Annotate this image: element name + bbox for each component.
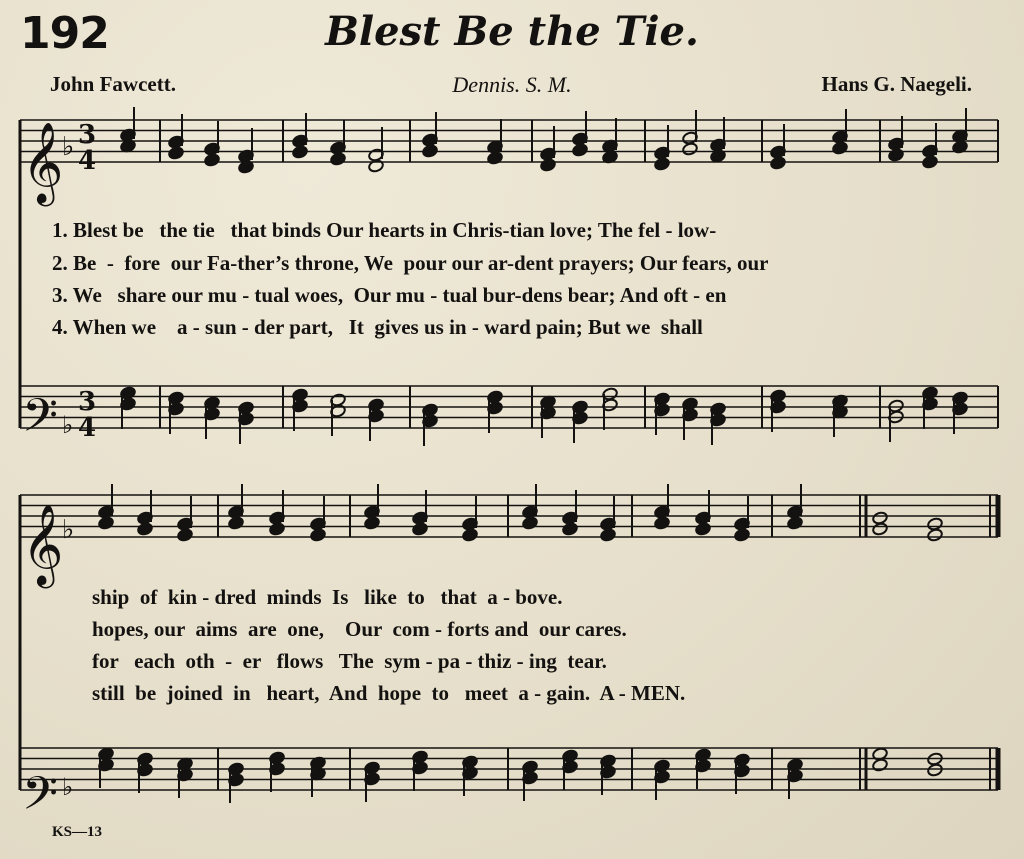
note-head [787,516,804,530]
verse-line-4b: still be joined in heart, And hope to meet a - gain. A - MEN. [92,681,686,705]
lyricist-credit: John Fawcett. [50,72,176,96]
note-head [462,528,479,542]
note-head [204,153,221,167]
bass-clef-icon: 𝄢 [22,767,59,832]
note-head [734,528,751,542]
note-head [695,522,712,536]
note-head [330,152,347,166]
treble-clef-icon: 𝄞 [22,121,64,203]
verse-line-3b: for each oth - er flows The sym - pa - thiz - ing tear. [92,649,607,673]
note-head [654,157,671,171]
time-signature-top: 3 [78,120,97,150]
note-head [600,528,617,542]
flat-sign-icon: ♭ [62,773,74,801]
verse-line-2b: hopes, our aims are one, Our com - forts and our cares. [92,617,627,641]
verse-line-4a: 4. When we a - sun - der part, It gives us in - ward pain; But we shall [52,315,703,339]
hymn-title: Blest Be the Tie. [325,8,699,55]
note-head [927,528,944,542]
composer-credit: Hans G. Naegeli. [821,72,972,96]
note-head [682,142,699,156]
note-head [927,763,944,777]
note-head [368,159,385,173]
time-signature-top: 3 [78,387,97,417]
note-head [269,522,286,536]
time-signature-bottom: 4 [78,413,97,443]
note-head [922,155,939,169]
note-head [487,151,504,165]
flat-sign-icon: ♭ [62,132,75,162]
note-head [522,516,539,530]
note-head [98,516,115,530]
note-head [422,144,439,158]
note-head [872,522,889,536]
tune-name: Dennis. S. M. [452,72,572,97]
note-head [412,522,429,536]
verse-line-2a: 2. Be - fore our Fa-ther’s throne, We pour our ar-dent prayers; Our fears, our [52,251,769,275]
note-head [562,522,579,536]
flat-sign-icon: ♭ [62,515,75,545]
note-head [168,146,185,160]
verse-line-3a: 3. We share our mu - tual woes, Our mu - tual bur-dens bear; And oft - en [52,283,727,307]
note-head [310,528,327,542]
verse-line-1b: ship of kin - dred minds Is like to that a - bove. [92,585,563,609]
note-head [540,158,557,172]
note-head [177,528,194,542]
note-head [228,516,245,530]
note-head [364,516,381,530]
note-head [888,148,905,162]
note-head [654,516,671,530]
footer-code: KS—13 [52,824,103,840]
note-head [872,758,889,772]
note-head [770,156,787,170]
note-head [292,145,309,159]
flat-sign-icon: ♭ [62,411,74,439]
note-head [137,522,154,536]
bass-clef-icon: 𝄢 [22,389,59,454]
verse-line-1a: 1. Blest be the tie that binds Our hearts in Chris-tian love; The fel - low- [52,218,717,242]
treble-clef-icon: 𝄞 [22,503,64,585]
hymn-number: 192 [20,8,109,59]
note-head [832,141,849,155]
time-signature-bottom: 4 [78,146,97,176]
note-head [572,143,589,157]
